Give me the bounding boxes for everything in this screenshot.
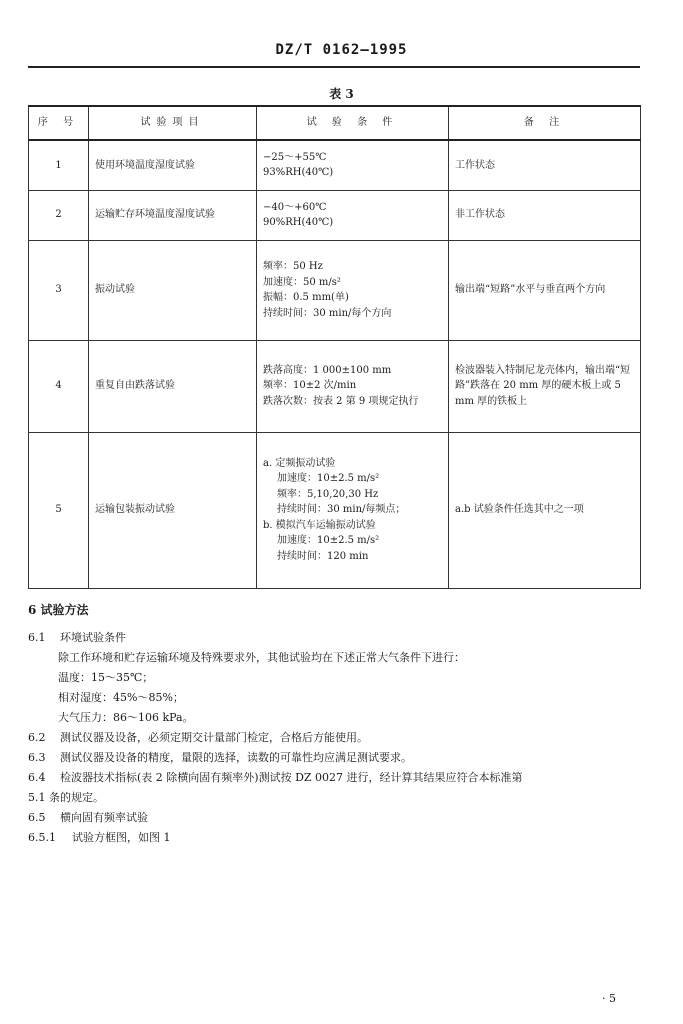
row-item: 使用环境温度湿度试验 — [89, 140, 257, 190]
clause-6-1 — [28, 628, 640, 648]
clause-number: 6.5.1 — [28, 831, 56, 844]
section-heading: 6 试验方法 — [28, 603, 89, 617]
col-header-item: 试验项目 — [89, 106, 257, 140]
standard-code: DZ/T 0162—1995 — [275, 42, 408, 58]
table-row — [29, 432, 641, 588]
clause-number: 6.5 — [28, 811, 46, 824]
test-conditions-table — [28, 105, 641, 589]
clause-number: 6.4 — [28, 771, 46, 784]
row-conditions — [257, 340, 449, 432]
table-row — [29, 190, 641, 240]
col-header-conditions: 试 验 条 件 — [257, 106, 449, 140]
condition-line: 跌落高度：1 000±100 mm — [263, 364, 392, 376]
table-row — [29, 340, 641, 432]
clause-6-3 — [28, 748, 640, 768]
row-item: 运输包装振动试验 — [89, 432, 257, 588]
condition-line: b. 模拟汽车运输振动试验 — [263, 519, 376, 531]
row-remark: 工作状态 — [449, 140, 641, 190]
row-remark: a.b 试验条件任选其中之一项 — [449, 432, 641, 588]
table-row — [29, 140, 641, 190]
clause-text: 试验方框图，如图 1 — [72, 831, 171, 844]
row-item: 运输贮存环境温度湿度试验 — [89, 190, 257, 240]
condition-line: 加速度：10±2.5 m/s² — [277, 535, 380, 547]
row-item: 振动试验 — [89, 240, 257, 340]
row-remark: 检波器装入特制尼龙壳体内，输出端“短路”跌落在 20 mm 厚的硬木板上或 5 mm 厚的铁板上 — [449, 340, 641, 432]
clause-title: 环境试验条件 — [60, 631, 126, 644]
row-remark: 输出端“短路”水平与垂直两个方向 — [449, 240, 641, 340]
condition-line: 频率：10±2 次/min — [263, 380, 357, 392]
clause-6-5 — [28, 808, 640, 828]
row-no: 4 — [29, 340, 89, 432]
condition-line: 持续时间：120 min — [277, 550, 369, 562]
page-number: · 5 — [602, 992, 616, 1005]
condition-line: 93%RH(40℃) — [263, 167, 334, 179]
condition-line: −25～+55℃ — [263, 151, 327, 163]
condition-line: a. 定频振动试验 — [263, 457, 336, 469]
table-row — [29, 240, 641, 340]
clause-6-2 — [28, 728, 640, 748]
condition-line: 跌落次数：按表 2 第 9 项规定执行 — [263, 395, 419, 407]
row-item: 重复自由跌落试验 — [89, 340, 257, 432]
condition-line: 持续时间：30 min/每个方向 — [263, 307, 392, 319]
header-rule — [28, 66, 640, 68]
clause-text: 除工作环境和贮存运输环境及特殊要求外，其他试验均在下述正常大气条件下进行： — [58, 651, 465, 664]
condition-line: 加速度：10±2.5 m/s² — [277, 473, 380, 485]
test-method-section — [28, 600, 640, 848]
clause-text-continued: 5.1 条的规定。 — [28, 791, 104, 804]
clause-text: 横向固有频率试验 — [60, 811, 148, 824]
col-header-remark: 备 注 — [449, 106, 641, 140]
clause-6-5-1 — [28, 828, 640, 848]
clause-text: 检波器技术指标(表 2 除横向固有频率外)测试按 DZ 0027 进行，经计算其结果应符合本标准第 — [60, 771, 523, 784]
row-no: 3 — [29, 240, 89, 340]
row-no: 5 — [29, 432, 89, 588]
row-conditions — [257, 432, 449, 588]
clause-text: 相对湿度：45%～85%； — [58, 691, 184, 704]
condition-line: 频率：5,10,20,30 Hz — [277, 488, 379, 500]
clause-text: 测试仪器及设备，必须定期交计量部门检定，合格后方能使用。 — [60, 731, 368, 744]
clause-number: 6.3 — [28, 751, 46, 764]
condition-line: −40～+60℃ — [263, 201, 327, 213]
col-header-no: 序 号 — [29, 106, 89, 140]
clause-number: 6.1 — [28, 631, 46, 644]
table-header-row — [29, 106, 641, 140]
row-conditions — [257, 190, 449, 240]
row-no: 2 — [29, 190, 89, 240]
clause-text: 温度：15～35℃； — [58, 671, 154, 684]
row-conditions — [257, 240, 449, 340]
clause-6-4 — [28, 768, 640, 788]
row-no: 1 — [29, 140, 89, 190]
condition-line: 频率：50 Hz — [263, 261, 323, 272]
condition-line: 振幅：0.5 mm(单) — [263, 292, 349, 303]
clause-number: 6.2 — [28, 731, 46, 744]
clause-text: 大气压力：86～106 kPa。 — [58, 711, 194, 724]
row-conditions — [257, 140, 449, 190]
condition-line: 加速度：50 m/s² — [263, 276, 341, 288]
clause-text: 测试仪器及设备的精度，量限的选择，读数的可靠性均应满足测试要求。 — [60, 751, 412, 764]
table-caption: 表 3 — [329, 87, 354, 101]
row-remark: 非工作状态 — [449, 190, 641, 240]
condition-line: 90%RH(40℃) — [263, 217, 334, 228]
condition-line: 持续时间：30 min/每频点； — [277, 504, 406, 516]
